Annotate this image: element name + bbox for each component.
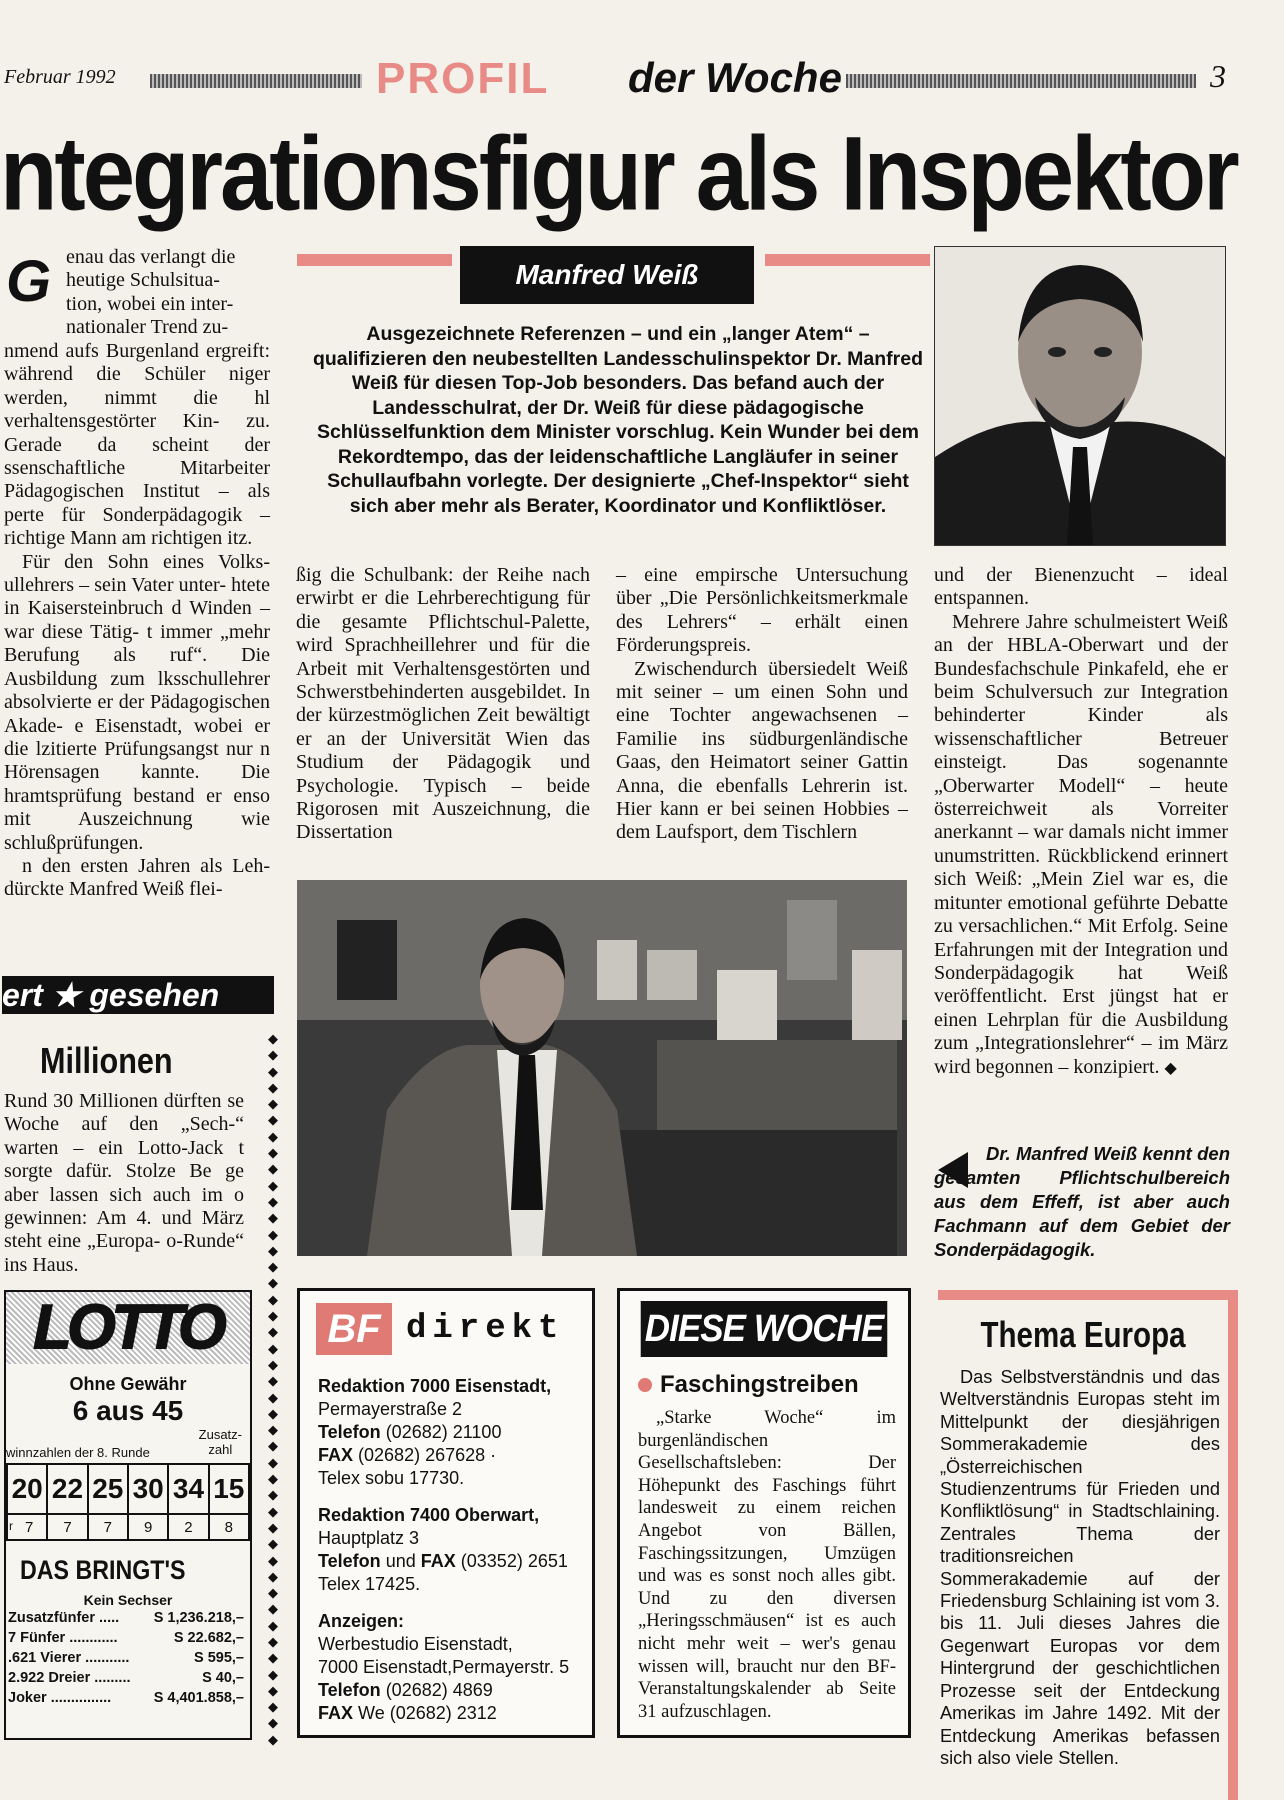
prize-row xyxy=(8,1648,244,1668)
and-word: und xyxy=(385,1551,416,1571)
eisenstadt-address: Permayerstraße 2 xyxy=(318,1399,463,1419)
lotto-number: 25 xyxy=(88,1464,128,1514)
prize-value: S 22.682,– xyxy=(173,1630,244,1646)
article-column-4 xyxy=(934,564,1228,1079)
issue-date: Februar 1992 xyxy=(4,66,116,88)
tel-value: (02682) 21100 xyxy=(385,1422,502,1442)
column-2-paragraph: ßig die Schulbank: der Reihe nach erwirbt er die Lehrberechtigung für die gesamte Pflichtschul-Palette, wird Sprachheillehrer und für die Arbeit mit Verhaltensgestörten und Schwerstbehinderten ausgebildet. In der kürzestmöglichen Zeit bewältigt er an der Universität Wien das Studium der Pädagogik und Psychologie. Typisch – beide Rigorosen mit Auszeichnung, die Dissertation xyxy=(296,564,590,844)
oberwart-address: Hauptplatz 3 xyxy=(318,1528,420,1548)
bf-direkt-box xyxy=(297,1288,595,1738)
end-mark: ◆ xyxy=(1164,1057,1177,1077)
prize-value: S 595,– xyxy=(194,1650,244,1666)
gesehen-paragraph: Rund 30 Millionen dürften se Woche auf den „Sech-“ warten – ein Lotto-Jack t sorgte dafür. Stolze Be ge aber lassen sich auch im o gewinnen: Am 4. und März steht eine „Europa- o-Runde“ ins Haus. xyxy=(4,1090,244,1276)
column-4-paragraph xyxy=(934,611,1228,1079)
thema-europa-text: Das Selbstverständnis und das Weltverständnis Europas steht im Mittelpunkt der diesjährigen Sommerakademie des „Österreichischen Studienzentrums für Frieden und Konfliktlösung“ in Stadtschlaining. Zentrales Thema der traditionsreichen Sommerakademie auf der Friedensburg Schlaining ist vom 3. bis 11. Juli dieses Jahres die Gegenwart Europas vor dem Hintergrund der geschichtlichen Prozesse seit der Entdeckung Amerikas im Jahre 1492. Mit der Entdeckung Amerikas befassen sich also viele Stellen. xyxy=(940,1367,1220,1768)
gesehen-banner: ert ★ gesehen xyxy=(2,976,274,1014)
article-column-2 xyxy=(296,564,590,845)
lotto-runde-label: winnzahlen der 8. Runde xyxy=(6,1445,150,1460)
gesehen-text xyxy=(4,1090,244,1277)
eisenstadt-fax xyxy=(318,1444,592,1467)
lotto-numbers xyxy=(6,1463,250,1541)
column-1-line: heutige Schulsitua- xyxy=(66,269,220,292)
prize-label: Zusatzfünfer ..... xyxy=(8,1610,120,1626)
prize-value: S 4,401.858,– xyxy=(153,1690,244,1706)
page-number: 3 xyxy=(1210,58,1226,94)
column-1-paragraph: n den ersten Jahren als Leh- dürckte Manfred Weiß flei- xyxy=(4,854,270,901)
fax-label: FAX xyxy=(420,1551,456,1571)
diese-woche-title: DIESE WOCHE xyxy=(641,1301,888,1357)
lotto-number: 30 xyxy=(128,1464,168,1514)
prize-row xyxy=(8,1628,244,1648)
photo-caption: Dr. Manfred Weiß kennt den gesamten Pflichtschulbereich aus dem Effeff, ist aber auch Fachmann auf dem Gebiet der Sonderpädagogik. xyxy=(934,1143,1230,1260)
portrait-illustration xyxy=(935,247,1225,545)
lotto-tipp-digit: 7 xyxy=(24,1518,34,1536)
lead-paragraph: Ausgezeichnete Referenzen – und ein „langer Atem“ – qualifizieren den neubestellten Landesschulinspektor Dr. Manfred Weiß für diesen Top-Job besonders. Das befand auch der Landesschulrat, der Dr. Weiß für diese pädagogische Schlüsselfunktion dem Minister vorschlug. Kein Wunder bei dem Rekordtempo, das der leidenschaftliche Langläufer in seiner Schullaufbahn vorlegte. Der designierte „Chef-Inspektor“ sieht sich aber mehr als Berater, Koordinator und Konfliktlöser. xyxy=(312,323,924,517)
eisenstadt-tel xyxy=(318,1421,592,1444)
lotto-zusatz-label: Zusatz- zahl xyxy=(198,1427,242,1457)
gesehen-title: Millionen xyxy=(40,1040,173,1081)
ads-fax xyxy=(318,1702,592,1725)
column-3-paragraph: – eine empirsche Untersuchung über „Die Persönlichkeitsmerkmale des Lehrers“ – erhält einen Förderungspreis. xyxy=(616,564,908,657)
prize-row xyxy=(8,1668,244,1688)
lotto-number: 22 xyxy=(47,1464,87,1514)
fax-value: We (02682) 2312 xyxy=(358,1703,497,1723)
thema-europa-title: Thema Europa xyxy=(980,1314,1186,1355)
prize-value: S 40,– xyxy=(202,1670,244,1686)
prize-value: S 1,236.218,– xyxy=(153,1610,244,1626)
article-column-3 xyxy=(616,564,908,845)
ads-tel xyxy=(318,1679,592,1702)
oberwart-telex: Telex 17425. xyxy=(318,1574,421,1594)
lotto-tipp: 7 xyxy=(47,1514,87,1540)
headline: ntegrationsfigur als Inspektor xyxy=(0,114,1237,232)
oberwart-tel xyxy=(318,1550,592,1573)
eisenstadt-heading: Redaktion 7000 Eisenstadt, xyxy=(318,1376,552,1396)
tel-value: (02682) 4869 xyxy=(385,1680,493,1700)
lotto-game: 6 aus 45 xyxy=(72,1395,184,1426)
tel-label: Telefon xyxy=(318,1680,381,1700)
prize-label: Joker ............... xyxy=(8,1690,112,1706)
ads-line-1: Werbestudio Eisenstadt, xyxy=(318,1634,513,1654)
prize-label: 7 Fünfer ............ xyxy=(8,1630,118,1646)
bringt-title: DAS BRINGT'S xyxy=(20,1555,186,1585)
column-1-paragraph: nmend aufs Burgenland ergreift: während die Schüler niger werden, nimmt die hl verhaltensgestörter Kin- zu. Gerade da scheint der ssenschaftliche Mitarbeiter Pädagogischen Institut – als perte für Sonderpädagogik – richtige Mann am richtigen itz. xyxy=(4,340,270,550)
lotto-number: 20 xyxy=(7,1464,47,1514)
bf-direkt-title: direkt xyxy=(406,1309,565,1348)
lotto-tipp: 8 xyxy=(209,1514,249,1540)
article-column-1 xyxy=(4,340,270,902)
diese-woche-box xyxy=(617,1288,911,1738)
prize-list xyxy=(6,1608,250,1708)
masthead-woche: der Woche xyxy=(628,54,842,101)
lotto-disclaimer: Ohne Gewähr xyxy=(69,1374,187,1394)
lotto-tipp xyxy=(7,1514,47,1540)
column-4-paragraph: und der Bienenzucht – ideal entspannen. xyxy=(934,564,1228,610)
prize-row xyxy=(8,1688,244,1708)
accent-bar-left xyxy=(297,254,452,266)
classroom-illustration xyxy=(297,880,907,1256)
main-photo xyxy=(297,880,907,1256)
article-column-1-top xyxy=(66,246,270,340)
no-sechser: Kein Sechser xyxy=(83,1592,173,1608)
portrait-photo xyxy=(934,246,1226,546)
lotto-tipp-prefix: r xyxy=(9,1518,13,1533)
masthead-rule-right xyxy=(846,74,1196,88)
prize-row xyxy=(8,1608,244,1628)
oberwart-heading: Redaktion 7400 Oberwart, xyxy=(318,1505,540,1525)
fax-label: FAX xyxy=(318,1703,354,1723)
column-1-line: enau das verlangt die xyxy=(66,246,236,268)
column-3-paragraph: Zwischendurch übersiedelt Weiß mit seiner – um einen Sohn und eine Tochter angewachsenen – Familie ins südburgenländische Gaas, den Heimatort seiner Gattin Anna, die ebenfalls Lehrerin ist. Hier kann er bei seinen Hobbies – dem Laufsport, dem Tischlern xyxy=(616,657,908,844)
tel-label: Telefon xyxy=(318,1422,381,1442)
bf-logo: BF xyxy=(316,1303,392,1355)
tel-label: Telefon xyxy=(318,1551,381,1571)
lotto-box xyxy=(4,1290,252,1740)
tel-value: (03352) 2651 xyxy=(460,1551,568,1571)
accent-bar-right xyxy=(765,254,930,266)
lotto-logo: LOTTO xyxy=(6,1292,250,1364)
column-1-paragraph: Für den Sohn eines Volks- ullehrers – sein Vater unter- htete in Kaisersteinbruch d Winden – war diese Tätig- t immer „mehr Berufung als ruf“. Die Ausbildung zum lksschullehrer absolvierte er der Pädagogischen Akade- e Eisenstadt, wobei er die lzitierte Prüfungsangst nur n Hörensagen kannte. Die hramtsprüfung bestand er enso mit Auszeichnung wie schlußprüfungen. xyxy=(4,550,270,854)
thema-europa-box xyxy=(938,1290,1238,1800)
column-4-text: Mehrere Jahre schulmeistert Weiß an der HBLA-Oberwart und der Bundesfachschule Pinkafeld, ehe er beim Schulversuch zur Integration behinderter Kinder als wissenschaftlicher Betreuer einsteigt. Das sogenannte „Oberwarter Modell“ – heute österreichweit als Vorreiter anerkannt – war damals nicht immer unumstritten. Rückblickend erinnert sich Weiß: „Mein Ziel war es, die mitunter emotional geführte Debatte zu versachlichen.“ Mit Erfolg. Seine Erfahrungen mit der Integration und Sonderpädagogik hat Weiß veröffentlicht. Erst jüngst hat er einen Lehrplan für die Ausbildung zum „Integrationslehrer“ – im März wird begonnen – konzipiert. xyxy=(934,610,1228,1078)
lotto-tipp: 7 xyxy=(88,1514,128,1540)
ads-line-2: 7000 Eisenstadt,Permayerstr. 5 xyxy=(318,1657,570,1677)
diamond-divider: ◆ ◆ ◆ ◆ ◆ ◆ ◆ ◆ ◆ ◆ ◆ ◆ ◆ ◆ ◆ ◆ ◆ ◆ ◆ ◆ ◆ ◆ ◆ ◆ ◆ ◆ ◆ ◆ ◆ ◆ ◆ ◆ ◆ ◆ ◆ ◆ ◆ ◆ ◆ ◆ ◆ ◆ ◆ ◆ xyxy=(268,1032,278,1748)
eisenstadt-telex: Telex sobu 17730. xyxy=(318,1468,465,1488)
prize-label: 2.922 Dreier ......... xyxy=(8,1670,131,1686)
name-box: Manfred Weiß xyxy=(460,246,754,304)
fax-value: (02682) 267628 · xyxy=(358,1445,497,1465)
drop-cap: G xyxy=(6,249,52,314)
diese-woche-text: „Starke Woche“ im burgenländischen Gesellschaftsleben: Der Höhepunkt des Faschings führt landesweit zu einem reichen Angebot von Bällen, Faschingssitzungen, Umzügen und was es sonst noch alles gibt. Und zu den diversen „Heringsschmäusen“ ist es auch nicht mehr weit – wer's genau wissen will, braucht nur den BF-Veranstaltungskalender ab Seite 31 aufzuschlagen. xyxy=(638,1408,896,1722)
lotto-number: 34 xyxy=(168,1464,208,1514)
column-1-line: tion, wobei ein inter- xyxy=(66,292,234,315)
prize-label: .621 Vierer ........... xyxy=(8,1650,130,1666)
lotto-zusatzzahl: 15 xyxy=(209,1464,249,1514)
column-1-line: nationaler Trend zu- xyxy=(66,316,229,339)
lotto-tipp: 9 xyxy=(128,1514,168,1540)
masthead-rule-left xyxy=(150,74,362,88)
fax-label: FAX xyxy=(318,1445,354,1465)
masthead-profil: PROFIL xyxy=(376,54,550,103)
ads-heading: Anzeigen: xyxy=(318,1611,405,1631)
bullet-icon xyxy=(638,1378,652,1392)
diese-woche-subtitle: Faschingstreiben xyxy=(660,1371,859,1398)
lotto-tipp: 2 xyxy=(168,1514,208,1540)
